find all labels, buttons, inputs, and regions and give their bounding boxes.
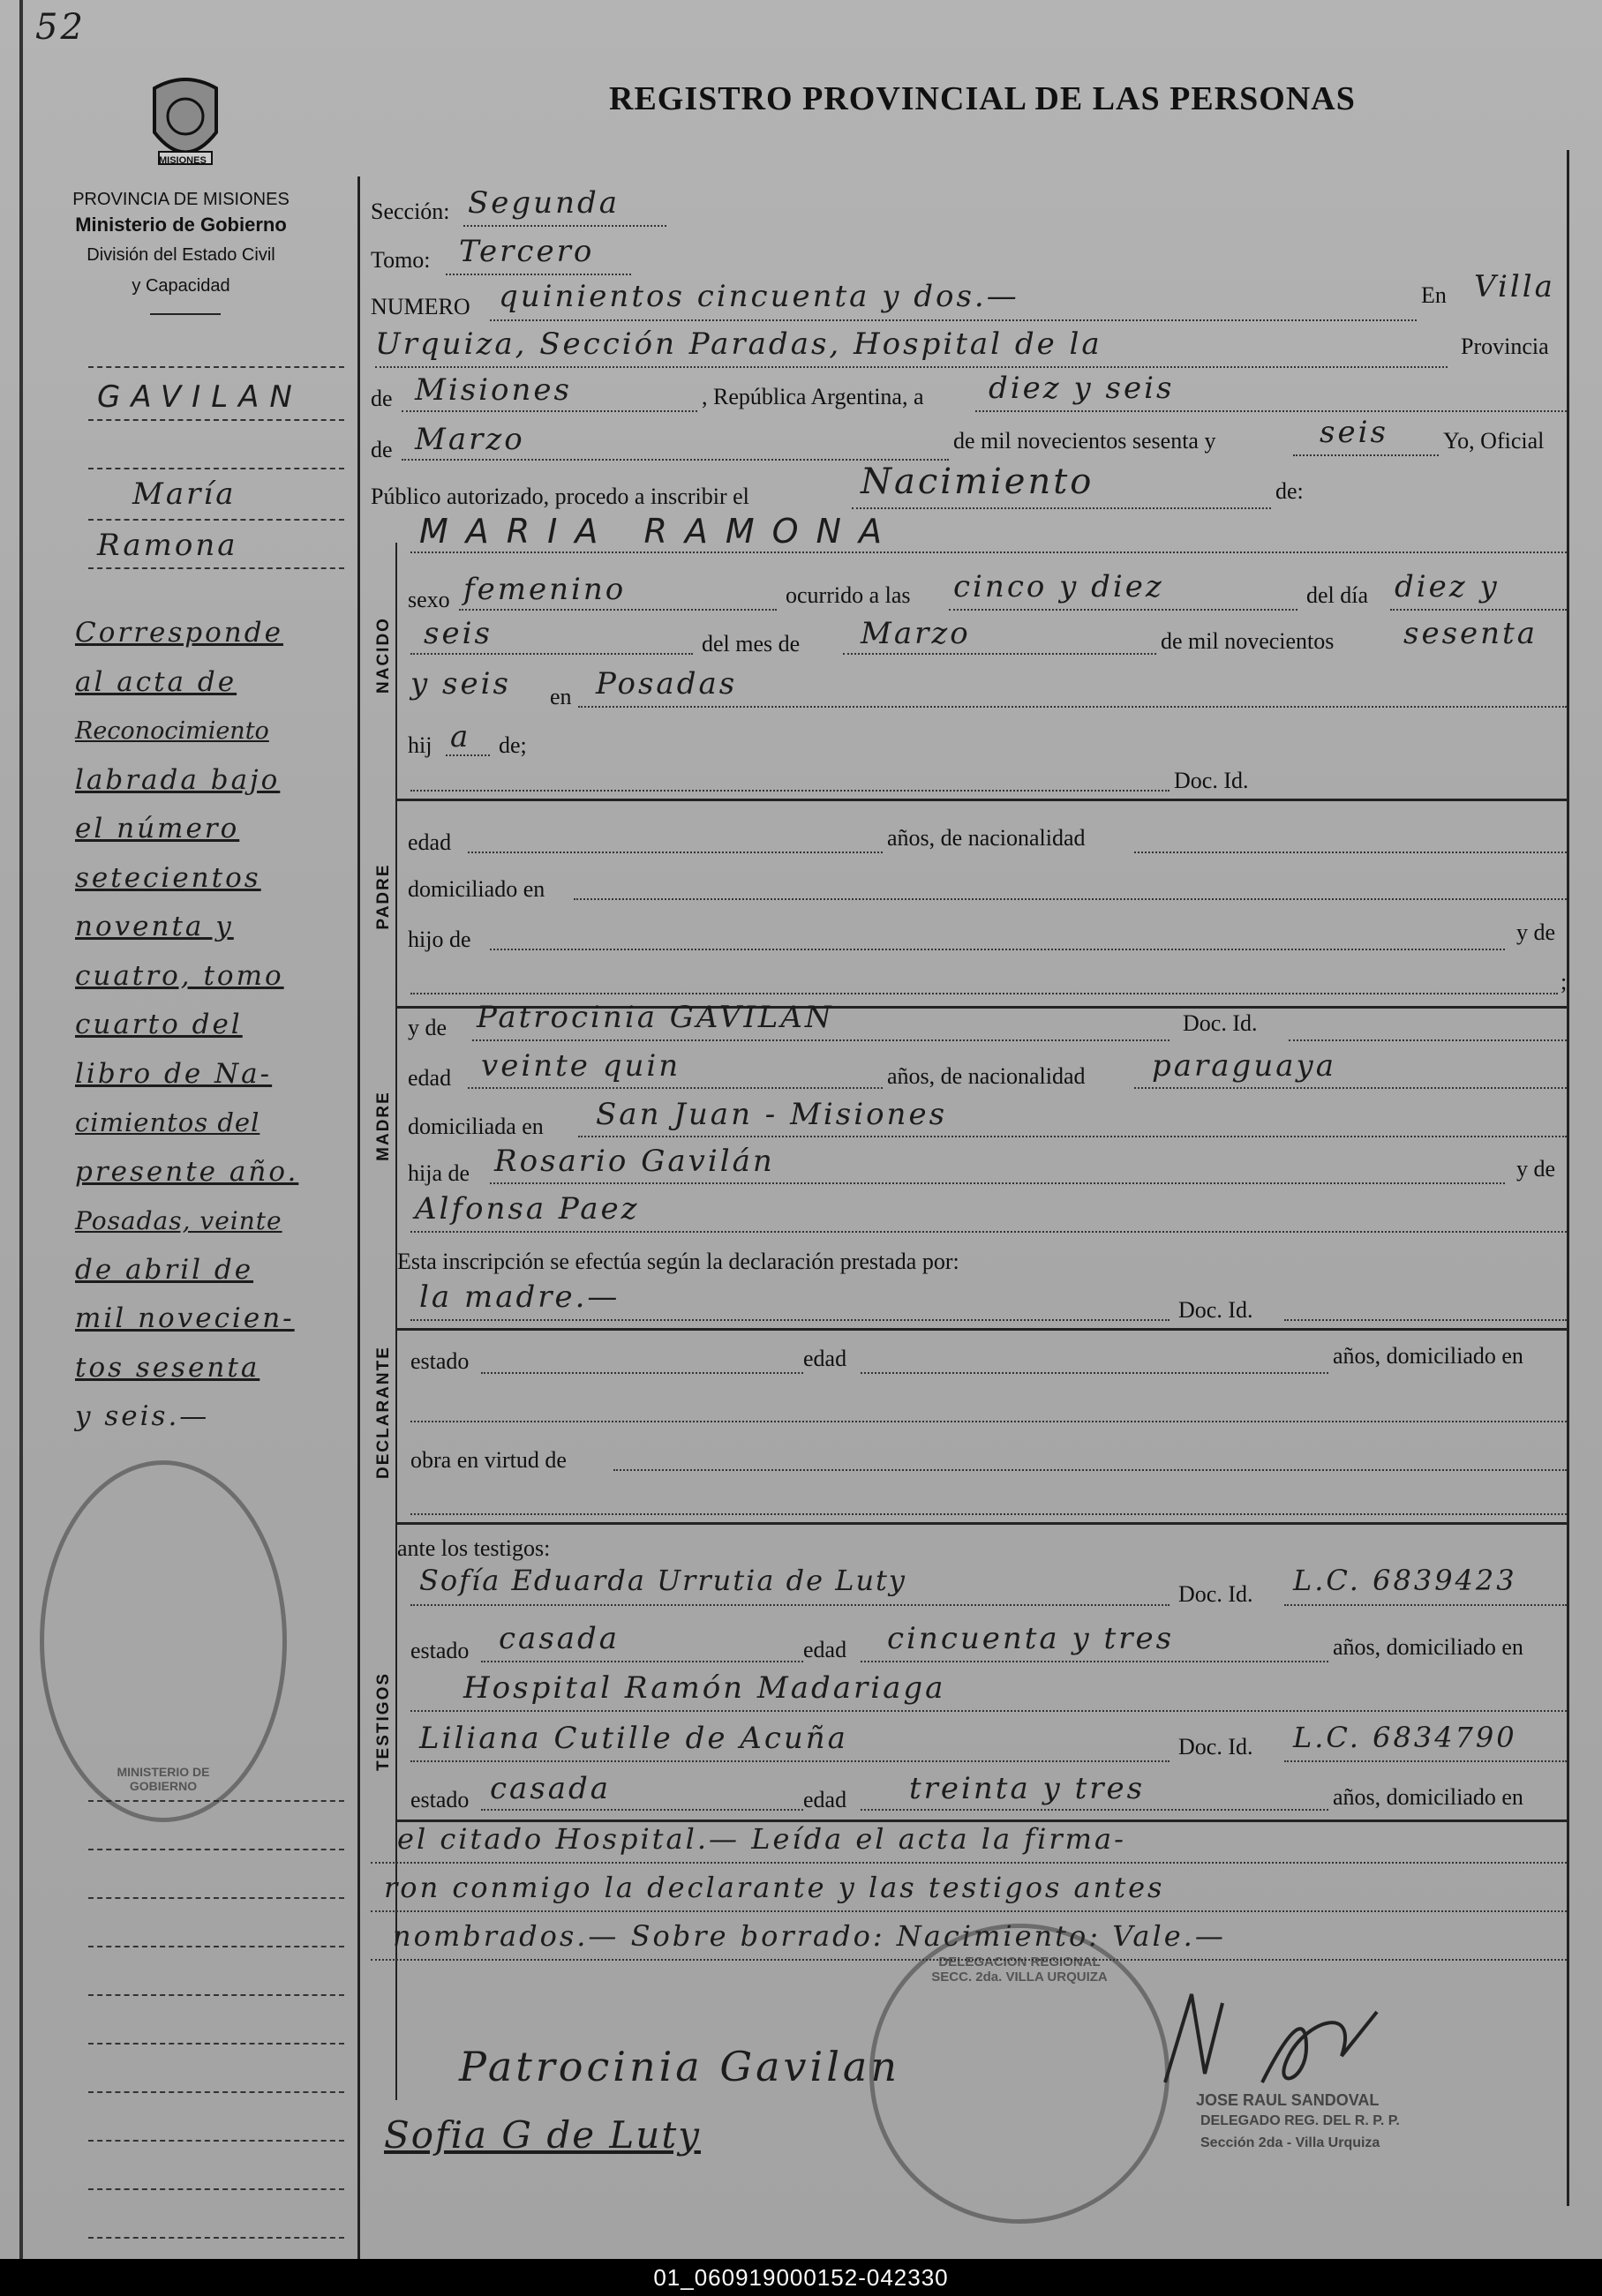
testigo1-anios-label: años, domiciliado en xyxy=(1333,1634,1523,1660)
madre-domicilio-value: San Juan - Misiones xyxy=(596,1097,948,1132)
padre-semicolon: ; xyxy=(1561,969,1568,994)
madre-doc-line xyxy=(1289,1039,1567,1041)
margin-line xyxy=(88,1897,344,1899)
margin-line xyxy=(88,2091,344,2093)
testigo2-edad-value: treinta y tres xyxy=(909,1771,1146,1806)
tomo-label: Tomo: xyxy=(371,247,431,273)
madre-nombre-value: Patrocinia GAVILAN xyxy=(477,1000,834,1035)
en-label: En xyxy=(1421,282,1447,308)
hij-label: hij xyxy=(408,732,432,758)
tomo-value: Tercero xyxy=(459,234,595,269)
document-title: REGISTRO PROVINCIAL DE LAS PERSONAS xyxy=(609,80,1356,117)
madre-edad-line xyxy=(468,1087,883,1089)
margin-line xyxy=(88,468,344,469)
padre-hijo-de-label: hijo de xyxy=(408,927,471,952)
margin-name-1: María xyxy=(132,476,237,512)
testigo1-line xyxy=(410,1604,1170,1606)
madre-madre-value: Alfonsa Paez xyxy=(415,1191,640,1227)
margin-line xyxy=(88,519,344,521)
testigo1-estado-label: estado xyxy=(410,1638,470,1663)
division-label: División del Estado Civil xyxy=(86,245,275,265)
padre-nacionalidad-label: años, de nacionalidad xyxy=(887,825,1086,851)
cierre-line-2 xyxy=(371,1910,1567,1912)
margin-line xyxy=(88,2237,344,2239)
stamp-right-text: DELEGACION REGIONAL SECC. 2da. VILLA URQUIZA xyxy=(931,1955,1108,1985)
stamp-left-text: MINISTERIO DE GOBIERNO xyxy=(117,1765,210,1793)
declarante-domicilio-line xyxy=(410,1421,1567,1422)
section-label-padre: PADRE xyxy=(374,863,393,930)
testigo2-estado-value: casada xyxy=(490,1771,612,1806)
padre-line-2 xyxy=(410,993,1558,994)
binding-edge xyxy=(19,0,23,2259)
ocurrido-label: ocurrido a las xyxy=(786,582,911,608)
en-value: Villa xyxy=(1474,269,1555,304)
testigo2-estado-line xyxy=(481,1809,803,1811)
margin-line xyxy=(88,2188,344,2190)
declarante-anios-label: años, domiciliado en xyxy=(1333,1343,1523,1369)
margin-note-line: libro de Na- xyxy=(75,1057,273,1090)
declarante-estado-label: estado xyxy=(410,1348,470,1374)
madre-nacionalidad-label: años, de nacionalidad xyxy=(887,1063,1086,1089)
ministry-divider xyxy=(150,313,221,315)
de-mil-novecientos-label: de mil novecientos xyxy=(1161,628,1335,654)
declarante-doc-line xyxy=(1284,1319,1567,1321)
section-rule xyxy=(395,543,397,2100)
margin-note-line: labrada bajo xyxy=(75,763,281,796)
margin-name-2: Ramona xyxy=(97,528,238,563)
testigo1-doc-value: L.C. 6839423 xyxy=(1293,1564,1517,1597)
hora-value: cinco y diez xyxy=(953,569,1164,604)
testigo1-estado-value: casada xyxy=(499,1621,620,1656)
fecha-dia-value: diez y seis xyxy=(989,371,1175,406)
lugar-value: Posadas xyxy=(596,666,738,702)
section-label-nacido: NACIDO xyxy=(374,617,393,694)
dia-value: diez y xyxy=(1395,569,1500,604)
numero-value: quinientos cincuenta y dos.— xyxy=(499,279,1019,314)
mil-novecientos-label: de mil novecientos sesenta y xyxy=(953,428,1216,454)
rule-nacido-padre xyxy=(395,799,1567,801)
cierre-value-2: ron conmigo la declarante y las testigos antes xyxy=(384,1871,1165,1904)
padre-domicilio-line xyxy=(574,898,1567,900)
madre-y-de-label: y de xyxy=(408,1015,448,1040)
declarante-edad-line xyxy=(861,1372,1328,1374)
seccion-value: Segunda xyxy=(468,185,620,221)
de-colon-label: de: xyxy=(1275,478,1304,504)
right-column-rule xyxy=(1567,150,1569,2206)
margin-note-line: el número xyxy=(75,813,240,844)
testigo2-estado-label: estado xyxy=(410,1787,470,1812)
fecha-line xyxy=(975,410,1567,412)
provincia-value: Misiones xyxy=(415,372,572,408)
en-lugar-label: en xyxy=(550,684,572,709)
del-dia-label: del día xyxy=(1306,582,1369,608)
capacity-label: y Capacidad xyxy=(132,276,230,296)
de-mes-label: de xyxy=(371,437,393,462)
margin-line xyxy=(88,2140,344,2142)
obra-label: obra en virtud de xyxy=(410,1447,567,1473)
testigo2-anios-label: años, domiciliado en xyxy=(1333,1784,1523,1810)
emblem-text: MISIONES xyxy=(159,155,207,166)
testigo1-doc-line xyxy=(1284,1604,1567,1606)
oficial-seccion: Sección 2da - Villa Urquiza xyxy=(1200,2135,1380,2150)
numero-line xyxy=(490,319,1417,321)
margin-line xyxy=(88,366,344,368)
testigo1-estado-line xyxy=(481,1661,803,1662)
nacido-doc-label: Doc. Id. xyxy=(1174,768,1249,793)
lugar-line xyxy=(578,706,1567,708)
testigo1-domicilio-value: Hospital Ramón Madariaga xyxy=(463,1670,946,1706)
madre-nacionalidad-value: paraguaya xyxy=(1152,1048,1336,1084)
anio-nac-value: sesenta xyxy=(1403,616,1538,651)
madre-hija-de-label: hija de xyxy=(408,1160,470,1186)
numero-label: NUMERO xyxy=(371,294,470,319)
testigo1-value: Sofía Eduarda Urrutia de Luty xyxy=(419,1564,906,1597)
oficial-cargo: DELEGADO REG. DEL R. P. P. xyxy=(1200,2113,1400,2128)
acto-line xyxy=(852,507,1271,509)
margin-line xyxy=(88,419,344,421)
testigo2-doc-line xyxy=(1284,1760,1567,1762)
padre-y-de-label: y de xyxy=(1516,919,1556,945)
margin-note-line: cuarto del xyxy=(75,1009,243,1040)
provincia-label: Provincia xyxy=(1461,334,1549,359)
section-label-madre: MADRE xyxy=(374,1091,393,1161)
nombre-value: MARIA RAMONA xyxy=(419,512,899,551)
mes-line xyxy=(402,459,949,461)
declarante-edad-label: edad xyxy=(803,1346,847,1371)
testigo2-line xyxy=(410,1760,1170,1762)
mes-value: Marzo xyxy=(861,616,971,651)
testigo2-value: Liliana Cutille de Acuña xyxy=(419,1721,848,1756)
madre-nacionalidad-line xyxy=(1134,1087,1567,1089)
testigo1-domicilio-line xyxy=(410,1710,1567,1712)
publico-label: Público autorizado, procedo a inscribir el xyxy=(371,484,749,509)
republica-label: , República Argentina, a xyxy=(702,384,924,409)
margin-note-line: Reconocimiento xyxy=(75,717,269,745)
cierre-value-3: nombrados.— Sobre borrado: Nacimiento: Vale.— xyxy=(393,1919,1226,1953)
nombre-line xyxy=(410,551,1567,553)
margin-note-line: noventa y xyxy=(75,911,234,942)
hij-value: a xyxy=(450,719,471,754)
madre-domicilio-label: domiciliada en xyxy=(408,1114,544,1139)
margin-note-line: cimientos del xyxy=(75,1107,260,1137)
madre-hija-line xyxy=(490,1182,1505,1184)
left-column-rule xyxy=(357,176,360,2259)
margin-note-line: mil novecien- xyxy=(75,1302,295,1334)
obra-line-2 xyxy=(410,1513,1567,1515)
hora-line xyxy=(949,609,1297,611)
testigo1-edad-value: cincuenta y tres xyxy=(887,1621,1175,1656)
margin-line xyxy=(88,1994,344,1996)
padre-edad-line xyxy=(468,852,883,853)
cierre-value-1: el citado Hospital.— Leída el acta la firma- xyxy=(397,1822,1126,1856)
ante-testigos-label: ante los testigos: xyxy=(397,1535,551,1561)
acto-value: Nacimiento xyxy=(861,461,1094,502)
dia2-value: seis xyxy=(424,616,493,651)
declarante-value: la madre.— xyxy=(419,1279,620,1315)
margin-surname: GAVILAN xyxy=(97,379,303,415)
margin-note xyxy=(75,609,353,1442)
official-stamp-right xyxy=(869,1924,1170,2224)
province-label: PROVINCIA DE MISIONES xyxy=(72,190,290,209)
declarante-estado-line xyxy=(481,1372,803,1374)
declarante-doc-label: Doc. Id. xyxy=(1178,1297,1253,1323)
testigo2-edad-label: edad xyxy=(803,1787,847,1812)
official-stamp-left xyxy=(40,1460,287,1822)
madre-nombre-line xyxy=(472,1039,1170,1041)
rule-declarante-bottom xyxy=(395,1522,1567,1525)
nacido-doc-line xyxy=(410,790,1170,792)
seccion-label: Sección: xyxy=(371,199,450,224)
obra-line xyxy=(613,1469,1567,1471)
declarante-line xyxy=(410,1319,1170,1321)
image-id-footer: 01_060919000152-042330 xyxy=(0,2259,1602,2296)
section-label-testigos: TESTIGOS xyxy=(374,1671,393,1772)
padre-nacionalidad-line xyxy=(1134,852,1567,853)
dia2-line xyxy=(410,653,693,655)
sexo-line xyxy=(459,609,777,611)
testigo2-edad-line xyxy=(861,1809,1328,1811)
place-value: Urquiza, Sección Paradas, Hospital de la xyxy=(375,326,1102,362)
testigo1-doc-label: Doc. Id. xyxy=(1178,1581,1253,1607)
madre-padre-value: Rosario Gavilán xyxy=(494,1144,775,1179)
dia-line xyxy=(1390,609,1567,611)
testigo2-doc-label: Doc. Id. xyxy=(1178,1734,1253,1760)
padre-edad-label: edad xyxy=(408,829,452,855)
anio-value: seis xyxy=(1320,415,1388,450)
margin-note-line: tos sesenta xyxy=(75,1351,260,1384)
yo-oficial-label: Yo, Oficial xyxy=(1443,428,1545,454)
oficial-nombre: JOSE RAUL SANDOVAL xyxy=(1196,2091,1380,2109)
rule-declarante-top xyxy=(395,1328,1567,1331)
margin-note-line: al acta de xyxy=(75,665,237,698)
de-label: de xyxy=(371,386,393,411)
padre-domicilio-label: domiciliado en xyxy=(408,876,545,902)
place-line xyxy=(375,366,1448,368)
madre-line-2 xyxy=(410,1231,1567,1233)
testigo1-edad-line xyxy=(861,1661,1328,1662)
margin-line xyxy=(88,1946,344,1947)
margin-note-line: cuatro, tomo xyxy=(75,959,284,992)
madre-edad-label: edad xyxy=(408,1065,452,1091)
sexo-label: sexo xyxy=(408,587,450,612)
margin-line xyxy=(88,567,344,569)
fecha-mes-value: Marzo xyxy=(415,422,525,457)
anio-line xyxy=(1293,454,1439,456)
page-number: 52 xyxy=(35,7,86,48)
margin-note-line: presente año. xyxy=(75,1155,299,1188)
hij-de-label: de; xyxy=(499,732,527,758)
margin-note-line: Corresponde xyxy=(75,617,283,649)
inscripcion-label: Esta inscripción se efectúa según la declaración prestada por: xyxy=(397,1249,959,1274)
firma-testigo: Sofia G de Luty xyxy=(384,2113,701,2157)
madre-edad-value: veinte quin xyxy=(481,1048,681,1084)
anio-nac2-value: y seis xyxy=(410,666,511,702)
margin-line xyxy=(88,1849,344,1850)
provincia-line xyxy=(402,410,697,412)
margin-note-line: de abril de xyxy=(75,1253,254,1286)
padre-hijo-line xyxy=(490,949,1505,950)
margin-note-line: y seis.— xyxy=(75,1400,210,1432)
oficial-signature xyxy=(1156,1977,1439,2100)
margin-note-line: Posadas, veinte xyxy=(75,1206,282,1235)
section-label-declarante: DECLARANTE xyxy=(374,1346,393,1479)
madre-y-de-2-label: y de xyxy=(1516,1156,1556,1182)
del-mes-label: del mes de xyxy=(702,631,801,657)
testigo1-edad-label: edad xyxy=(803,1637,847,1662)
cierre-line-1 xyxy=(371,1862,1567,1864)
ministry-label: Ministerio de Gobierno xyxy=(75,214,287,236)
mes2-line xyxy=(843,653,1156,655)
tomo-line xyxy=(446,274,631,275)
seccion-line xyxy=(463,225,666,227)
margin-line xyxy=(88,2043,344,2045)
margin-note-line: setecientos xyxy=(75,861,261,894)
madre-doc-label: Doc. Id. xyxy=(1183,1010,1258,1036)
testigo2-doc-value: L.C. 6834790 xyxy=(1293,1721,1517,1754)
firma-madre: Patrocinia Gavilan xyxy=(459,2043,900,2090)
hij-line xyxy=(446,754,490,756)
madre-domicilio-line xyxy=(578,1136,1567,1137)
sexo-value: femenino xyxy=(463,572,627,607)
